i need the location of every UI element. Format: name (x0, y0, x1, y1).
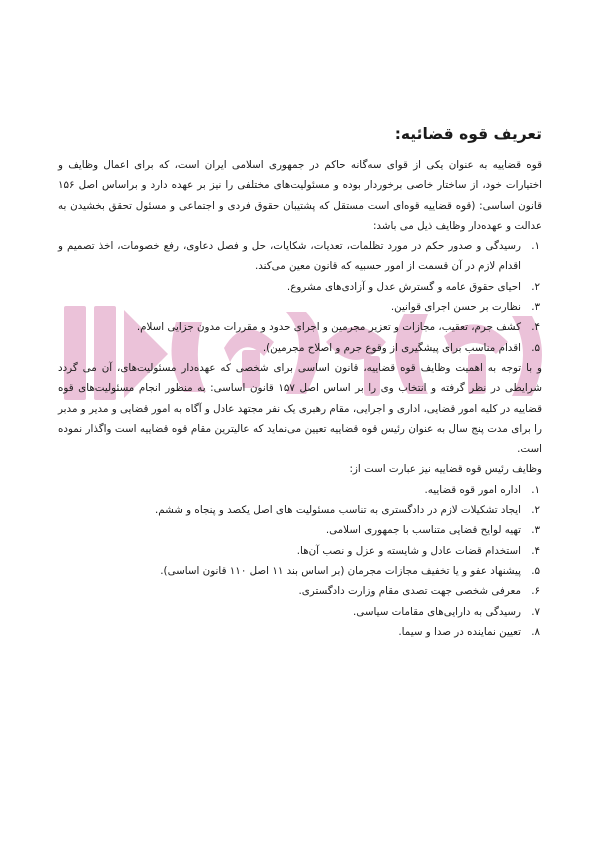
list-number: ۳. (531, 524, 540, 537)
list-number: ۱. (531, 483, 540, 496)
list-number: ۱. (531, 240, 540, 253)
list-text: رسیدگی به دارایی‌های مقامات سیاسی. (353, 605, 521, 618)
judiciary-duties-list (58, 236, 542, 358)
list-item (58, 297, 542, 317)
head-duties-list (58, 480, 542, 642)
list-text: اداره امور قوه قضاییه. (424, 483, 521, 496)
list-number: ۵. (531, 341, 540, 354)
list-item (58, 622, 542, 642)
list-number: ۴. (531, 321, 540, 334)
list-item (58, 480, 542, 500)
list-text: کشف جرم، تعقیب، مجازات و تعزیر مجرمین و اجرای حدود و مقررات مدون جزایی اسلام. (136, 321, 521, 334)
list-number: ۸. (531, 625, 540, 638)
list-number: ۳. (531, 301, 540, 314)
section-title: تعریف قوه قضائیه: (394, 125, 542, 143)
list-text: معرفی شخصی جهت تصدی مقام وزارت دادگستری. (298, 585, 521, 598)
list-item (58, 338, 542, 358)
list-text: تهیه لوایح قضایی متناسب با جمهوری اسلامی. (325, 524, 521, 537)
list-number: ۲. (531, 504, 540, 517)
list-text: اقدام مناسب برای پیشگیری از وقوع جرم و اصلاح مجرمین). (262, 341, 521, 354)
intro-paragraph: قوه قضاییه به عنوان یکی از قوای سه‌گانه حاکم در جمهوری اسلامی ایران است، که برای اعمال وظایف و اختیارات خود، از ساختار خاصی برخوردار بوده و مسئولیت‌های مختلفی را نیز بر عهده دارد و براساس اصل ۱۵۶ قانون اساسی: (قوه قضاییه قوه‌ای است مستقل که پشتیبان حقوق فردی و اجتماعی و مسئول تحقق بخشیدن به عدالت و عهده‌دار وظایف ذیل می باشد: (58, 159, 542, 232)
list-number: ۴. (531, 544, 540, 557)
list-text: استخدام قضات عادل و شایسته و عزل و نصب آن‌ها. (296, 544, 521, 557)
list-item (58, 581, 542, 601)
list-item (58, 236, 542, 277)
list-item (58, 317, 542, 337)
list-item (58, 520, 542, 540)
list-text: ایجاد تشکیلات لازم در دادگستری به تناسب مسئولیت های اصل یکصد و پنجاه و ششم. (154, 504, 521, 517)
list-item (58, 541, 542, 561)
list-item (58, 277, 542, 297)
middle-paragraph: و با توجه به اهمیت وظایف قوه قضاییه، قانون اساسی برای شخصی که عهده‌دار مسئولیت‌های، آن می گردد شرایطی در نظر گرفته و انتخاب وی را بر اساس اصل ۱۵۷ قانون اساسی: به منظور انجام مسئولیت‌های قوه قضاییه در کلیه امور قضایی، اداری و اجرایی، مقام رهبری یک نفر مجتهد عادل و آگاه به امور قضایی و مدیر و مدبر را برای مدت پنج سال به عنوان رئیس قوه قضاییه تعیین می‌نماید که عالیترین مقام قوه قضاییه است واگذار نموده است. (58, 361, 542, 456)
list-text: تعیین نماینده در صدا و سیما. (398, 625, 521, 638)
document-page (58, 125, 542, 642)
list-item (58, 602, 542, 622)
list-number: ۵. (531, 564, 540, 577)
list-number: ۶. (531, 585, 540, 598)
list-text: رسیدگی و صدور حکم در مورد تظلمات، تعدیات، شکایات، حل و فصل دعاوی، رفع خصومات، اخذ تصمیم و اقدام لازم در آن قسمت از امور حسبیه که قانون معین می‌کند. (58, 240, 521, 273)
list-item (58, 561, 542, 581)
list-number: ۲. (531, 280, 540, 293)
list-text: پیشنهاد عفو و یا تخفیف مجازات مجرمان (بر اساس بند ۱۱ اصل ۱۱۰ قانون اساسی). (160, 564, 521, 577)
list-text: نظارت بر حسن اجرای قوانین. (390, 301, 521, 314)
head-duties-intro: وظایف رئیس قوه قضاییه نیز عبارت است از: (349, 463, 542, 476)
list-item (58, 500, 542, 520)
list-text: احیای حقوق عامه و گسترش عدل و آزادی‌های مشروع. (286, 280, 521, 293)
list-number: ۷. (531, 605, 540, 618)
